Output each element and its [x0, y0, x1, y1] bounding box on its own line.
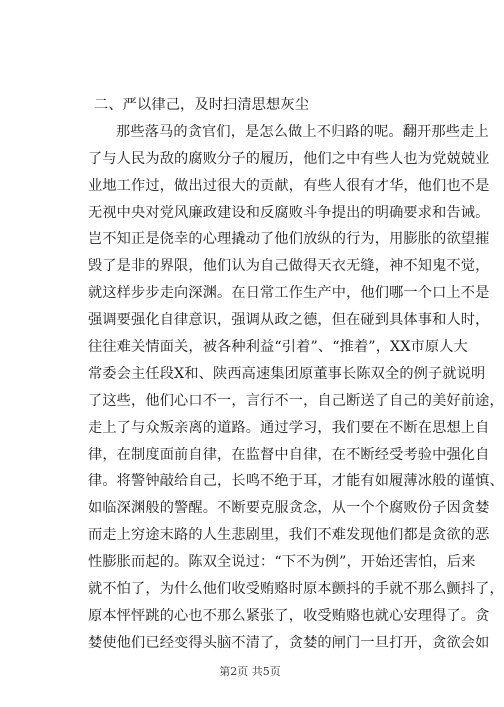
paragraph-line: 律，在制度面前自律，在监督中自律，在不断经受考验中强化自	[88, 446, 490, 463]
paragraph-line: 性膨胀而起的。陈双全说过：“下不为例”，开始还害怕，后来	[88, 554, 476, 571]
paragraph-line: 无视中央对党风廉政建设和反腐败斗争提出的明确要求和告诫。	[88, 204, 490, 221]
paragraph-line: 原本怦怦跳的心也不那么紧张了，收受贿赂也就心安理得了。贪	[88, 607, 490, 624]
document-body	[88, 92, 504, 657]
paragraph-line: 了与人民为敌的腐败分子的履历，他们之中有些人也为党兢兢业	[88, 150, 490, 167]
paragraph-line: 而走上穷途末路的人生悲剧里，我们不难发现他们都是贪欲的恶	[88, 527, 490, 544]
paragraph-line: 就不怕了，为什么他们收受贿赂时原本颤抖的手就不那么颤抖了，	[88, 581, 504, 598]
paragraph-line: 律。将警钟敲给自己，长鸣不绝于耳，才能有如履薄冰般的谨慎、	[88, 473, 504, 490]
paragraph-line: 强调要强化自律意识，强调从政之德，但在碰到具体事和人时，	[88, 312, 490, 329]
paragraph-line: 岂不知正是侥幸的心理撬动了他们放纵的行为，用膨胀的欲望摧	[88, 231, 490, 248]
paragraph-line: 毁了是非的界限，他们认为自己做得天衣无缝，神不知鬼不觉，	[88, 258, 490, 275]
paragraph-line: 业地工作过，做出过很大的贡献，有些人很有才华，他们也不是	[88, 177, 490, 194]
paragraph-line: 婪使他们已经变得头脑不清了，贪婪的闸门一旦打开，贪欲会如	[88, 634, 490, 651]
page-number-footer: 第2页 共5页	[219, 665, 281, 678]
paragraph-line: 就这样步步走向深渊。在日常工作生产中，他们哪一个口上不是	[88, 285, 490, 302]
paragraph-line: 走上了与众叛亲离的道路。通过学习，我们要在不断在思想上自	[88, 419, 490, 436]
section-heading: 二、严以律己，及时扫清思想灰尘	[94, 97, 310, 113]
paragraph-line-first: 那些落马的贪官们，是怎么做上不归路的呢。翻开那些走上	[116, 123, 489, 140]
paragraph-line: 了这些，他们心口不一，言行不一，自己断送了自己的美好前途，	[88, 392, 504, 409]
paragraph-line: 往往难关情面关，被各种利益“引着”、“推着”，XX市原人大	[88, 339, 468, 356]
paragraph-line: 如临深渊般的警醒。不断要克服贪念，从一个个腐败份子因贪婪	[88, 500, 490, 517]
paragraph-line: 常委会主任段X和、陕西高速集团原董事长陈双全的例子就说明	[88, 365, 486, 382]
